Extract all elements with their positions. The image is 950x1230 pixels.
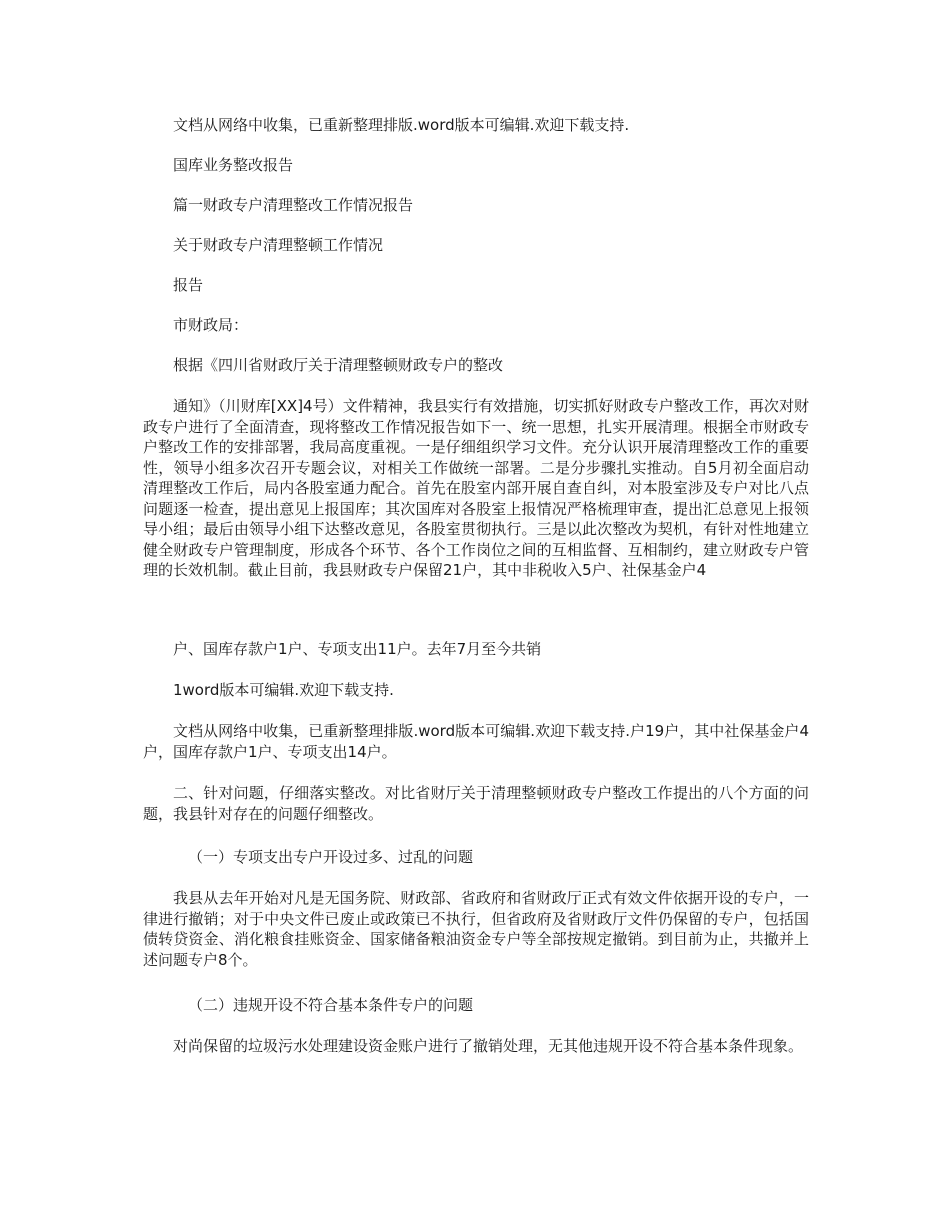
section-heading: 篇一财政专户清理整改工作情况报告 [173,196,414,214]
body-paragraph: 我县从去年开始对凡是无国务院、财政部、省政府和省财政厅正式有效文件依据开设的专户，一律进行撤销；对于中央文件已废止或政策已不执行，但省政府及省财政厅文件仍保留的专户，包括国债转贷资金、消化粮食挂账资金、国家储备粮油资金专户等全部按规定撤销。到目前为止，共撤并上述问题专户8个。 [143,889,809,969]
header-note: 文档从网络中收集，已重新整理排版.word版本可编辑.欢迎下载支持. [173,116,630,134]
report-title: 关于财政专户清理整顿工作情况 [173,236,384,254]
report-title-continued: 报告 [173,276,204,294]
document-title: 国库业务整改报告 [173,156,294,174]
body-paragraph: 文档从网络中收集，已重新整理排版.word版本可编辑.欢迎下载支持.户19户，其中社保基金户4户，国库存款户1户、专项支出14户。 [143,722,809,761]
body-paragraph: 二、针对问题，仔细落实整改。对比省财厅关于清理整顿财政专户整改工作提出的八个方面的问题，我县针对存在的问题仔细整改。 [143,784,809,823]
body-paragraph: 通知》（川财库[XX]4号）文件精神，我县实行有效措施，切实抓好财政专户整改工作，再次对财政专户进行了全面清查，现将整改工作情况报告如下一、统一思想，扎实开展清理。根据全市财政专户整改工作的安排部署，我局高度重视。一是仔细组织学习文件。充分认识开展清理整改工作的重要性，领导小组多次召开专题会议，对相关工作做统一部署。二是分步骤扎实推动。自5月初全面启动清理整改工作后，局内各股室通力配合。首先在股室内部开展自查自纠，对本股室涉及专户对比八点问题逐一检查，提出意见上报国库；其次国库对各股室上报情况严格梳理审查，提出汇总意见上报领导小组；最后由领导小组下达整改意见，各股室贯彻执行。三是以此次整改为契机，有针对性地建立健全财政专户管理制度，形成各个环节、各个工作岗位之间的互相监督、互相制约，建立财政专户管理的长效机制。截止目前，我县财政专户保留21户，其中非税收入5户、社保基金户4 [143,397,809,579]
addressee: 市财政局： [173,316,249,334]
body-paragraph: 户、国库存款户1户、专项支出11户。去年7月至今共销 [173,640,542,658]
body-paragraph: 对尚保留的垃圾污水处理建设资金账户进行了撤销处理，无其他违规开设不符合基本条件现象。 [173,1037,804,1055]
footer-note: 1word版本可编辑.欢迎下载支持. [173,681,394,699]
body-paragraph: 根据《四川省财政厅关于清理整顿财政专户的整改 [173,356,504,374]
subsection-heading: （二）违规开设不符合基本条件专户的问题 [188,996,474,1014]
subsection-heading: （一）专项支出专户开设过多、过乱的问题 [188,848,474,866]
